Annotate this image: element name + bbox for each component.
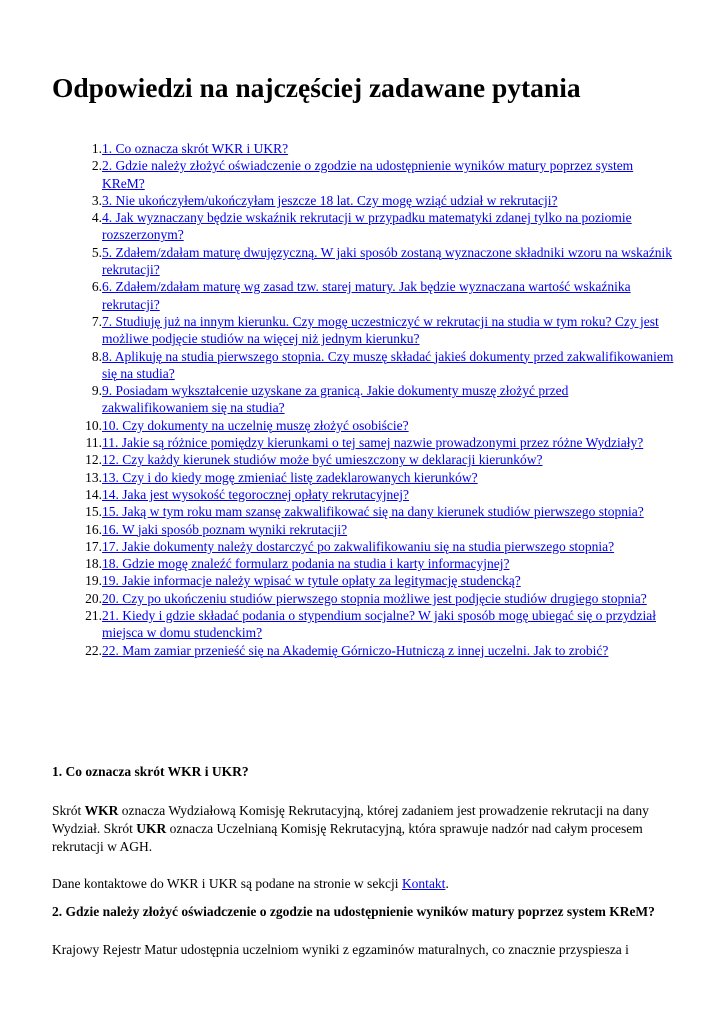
toc-item-number: 14. (85, 486, 102, 502)
toc-item (52, 313, 677, 348)
wkr-abbreviation: WKR (84, 803, 119, 818)
toc-item (52, 607, 677, 642)
toc-item-number: 20. (85, 590, 102, 606)
toc-item-number: 15. (85, 504, 102, 520)
question-1-section (52, 763, 670, 893)
toc-item-link[interactable]: 8. Aplikuję na studia pierwszego stopnia. Czy muszę składać jakieś dokumenty przed zakwalifikowaniem się na studia? (102, 348, 674, 381)
ukr-abbreviation: UKR (136, 821, 167, 836)
toc-item (52, 434, 677, 451)
toc-item (52, 486, 677, 503)
toc-item-link[interactable]: 1. Co oznacza skrót WKR i UKR? (102, 141, 289, 156)
toc-item-number: 18. (85, 556, 102, 572)
page-title: Odpowiedzi na najczęściej zadawane pytania (52, 72, 581, 103)
toc-item (52, 382, 677, 417)
toc-item-link[interactable]: 9. Posiadam wykształcenie uzyskane za granicą. Jakie dokumenty muszę złożyć przed zakwalifikowaniem się na studia? (102, 383, 569, 416)
toc-item (52, 572, 677, 589)
toc-item-number: 9. (91, 383, 102, 399)
text-span: Skrót (52, 803, 85, 818)
toc-item (52, 555, 677, 572)
toc-item-link[interactable]: 21. Kiedy i gdzie składać podania o stypendium socjalne? W jaki sposób mogę ubiegać się o przydział miejsca w domu studenckim? (102, 608, 656, 641)
toc-item-link[interactable]: 10. Czy dokumenty na uczelnię muszę złożyć osobiście? (102, 417, 409, 433)
toc-item-link[interactable]: 19. Jakie informacje należy wpisać w tytule opłaty za legitymację studencką? (102, 573, 521, 589)
toc-item-number: 17. (85, 538, 102, 554)
toc-item-number: 12. (85, 452, 102, 468)
toc-item-link[interactable]: 14. Jaka jest wysokość tegorocznej opłaty rekrutacyjnej? (102, 486, 410, 502)
toc-item (52, 244, 677, 279)
toc-item-link[interactable]: 15. Jaką w tym roku mam szansę zakwalifikować się na dany kierunek studiów pierwszego stopnia? (102, 504, 644, 520)
toc-item-number: 10. (85, 417, 102, 433)
table-of-contents (52, 140, 677, 659)
toc-item (52, 451, 677, 468)
toc-item (52, 157, 677, 192)
toc-item-link[interactable]: 12. Czy każdy kierunek studiów może być umieszczony w deklaracji kierunków? (102, 452, 543, 468)
toc-item-number: 21. (85, 608, 102, 624)
toc-item-number: 2. (91, 158, 102, 174)
toc-item (52, 521, 677, 538)
toc-item-link[interactable]: 16. W jaki sposób poznam wyniki rekrutacji? (102, 521, 348, 537)
toc-item-number: 7. (91, 313, 102, 329)
toc-item-number: 13. (85, 469, 102, 485)
toc-item-number: 22. (85, 642, 102, 658)
toc-item-link[interactable]: 3. Nie ukończyłem/ukończyłam jeszcze 18 lat. Czy mogę wziąć udział w rekrutacji? (102, 192, 558, 208)
toc-item-link[interactable]: 6. Zdałem/zdałam maturę wg zasad tzw. starej matury. Jak będzie wyznaczana wartość wskaźnika rekrutacji? (102, 279, 631, 312)
toc-item-number: 4. (91, 210, 102, 226)
toc-item-link[interactable]: 20. Czy po ukończeniu studiów pierwszego stopnia możliwe jest podjęcie studiów drugiego stopnia? (102, 590, 647, 606)
toc-item (52, 642, 677, 659)
toc-item (52, 538, 677, 555)
question-2-heading: 2. Gdzie należy złożyć oświadczenie o zgodzie na udostępnienie wyników matury poprzez system KReM? (52, 904, 655, 919)
toc-item (52, 192, 677, 209)
toc-item-link[interactable]: 5. Zdałem/zdałam maturę dwujęzyczną. W jaki sposób zostaną wyznaczone składniki wzoru na wskaźnik rekrutacji? (102, 244, 673, 278)
toc-item-link[interactable]: 18. Gdzie mogę znaleźć formularz podania na studia i karty informacyjnej? (102, 556, 510, 572)
toc-item (52, 140, 677, 157)
text-span: . (445, 876, 449, 891)
question-1-contact-paragraph (52, 875, 670, 893)
question-1-heading: 1. Co oznacza skrót WKR i UKR? (52, 764, 249, 779)
toc-item-link[interactable]: 11. Jakie są różnice pomiędzy kierunkami o tej samej nazwie prowadzonymi przez różne Wydziały? (102, 435, 644, 451)
toc-item (52, 417, 677, 434)
text-span: oznacza Wydziałową Komisję Rekrutacyjną, której zadaniem jest prowadzenie rekrutacji na dany Wydział. Skrót (52, 803, 649, 836)
toc-item-number: 11. (85, 435, 102, 451)
toc-item-number: 6. (91, 279, 102, 295)
toc-item-number: 1. (91, 141, 102, 156)
toc-item (52, 590, 677, 607)
toc-item-number: 8. (91, 348, 102, 364)
toc-item (52, 503, 677, 520)
contact-link[interactable]: Kontakt (401, 876, 446, 891)
toc-item (52, 469, 677, 486)
toc-item-link[interactable]: 4. Jak wyznaczany będzie wskaźnik rekrutacji w przypadku matematyki zdanej tylko na poziomie rozszerzonym? (102, 210, 632, 243)
toc-item-number: 5. (91, 244, 102, 260)
toc-item-link[interactable]: 7. Studiuję już na innym kierunku. Czy mogę uczestniczyć w rekrutacji na studia w tym roku? Czy jest możliwe podjęcie studiów na więcej niż jednym kierunku? (102, 313, 659, 347)
toc-item-number: 19. (85, 573, 102, 589)
toc-item (52, 348, 677, 383)
text-span: Dane kontaktowe do WKR i UKR są podane na stronie w sekcji (52, 876, 402, 891)
toc-item-link[interactable]: 13. Czy i do kiedy mogę zmieniać listę zadeklarowanych kierunków? (102, 469, 478, 485)
toc-item-number: 3. (91, 192, 102, 208)
toc-item-link[interactable]: 2. Gdzie należy złożyć oświadczenie o zgodzie na udostępnienie wyników matury poprzez system KReM? (102, 158, 634, 191)
toc-item-link[interactable]: 17. Jakie dokumenty należy dostarczyć po zakwalifikowaniu się na studia pierwszego stopnia? (102, 538, 615, 554)
question-2-section (52, 903, 670, 959)
question-2-paragraph: Krajowy Rejestr Matur udostępnia uczelniom wyniki z egzaminów maturalnych, co znacznie przyspiesza i (52, 942, 629, 957)
toc-item (52, 209, 677, 244)
toc-item (52, 278, 677, 313)
question-1-paragraph (52, 802, 670, 856)
toc-item-link[interactable]: 22. Mam zamiar przenieść się na Akademię Górniczo-Hutniczą z innej uczelni. Jak to zrobić? (102, 642, 609, 658)
toc-item-number: 16. (85, 521, 102, 537)
text-span: oznacza Uczelnianą Komisję Rekrutacyjną, która sprawuje nadzór nad całym procesem rekrutacji w AGH. (52, 821, 643, 854)
